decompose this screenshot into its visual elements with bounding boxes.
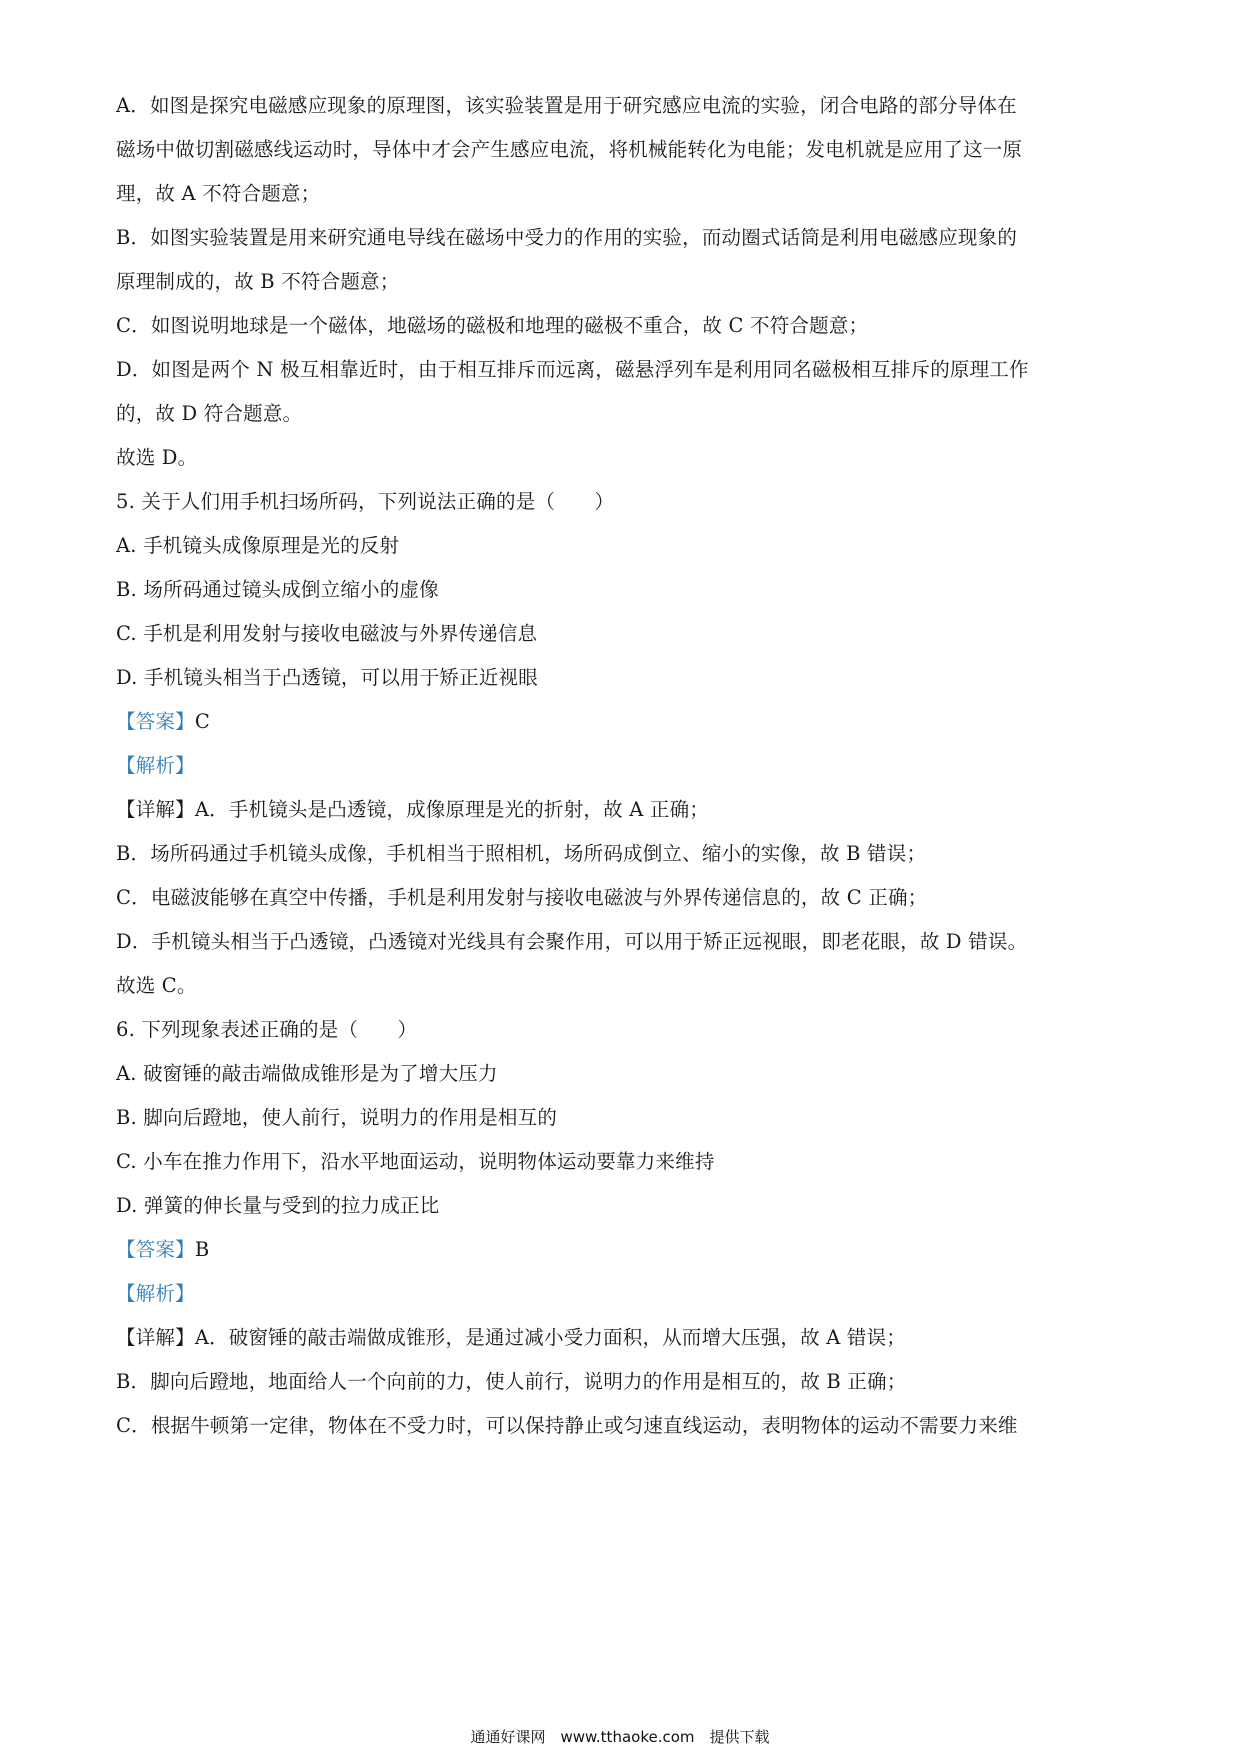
q6-option-b: B. 脚向后蹬地，使人前行，说明力的作用是相互的 bbox=[116, 1106, 558, 1129]
q5-detail-a-text: A．手机镜头是凸透镜，成像原理是光的折射，故 A 正确； bbox=[194, 798, 709, 821]
q6-answer-tag: 【答案】 bbox=[116, 1238, 195, 1261]
q5-stem: 5. 关于人们用手机扫场所码，下列说法正确的是（ ） bbox=[116, 490, 615, 513]
prev-analysis-d-line2: 的，故 D 符合题意。 bbox=[116, 402, 303, 425]
prev-analysis-b-line1: B．如图实验装置是用来研究通电导线在磁场中受力的作用的实验，而动圈式话筒是利用电磁感应现象的 bbox=[116, 226, 1018, 249]
q6-option-d: D. 弹簧的伸长量与受到的拉力成正比 bbox=[116, 1194, 440, 1217]
prev-analysis-a-line1: A．如图是探究电磁感应现象的原理图，该实验装置是用于研究感应电流的实验，闭合电路的部分导体在 bbox=[116, 94, 1017, 117]
q6-detail-tag: 【详解】 bbox=[116, 1326, 195, 1349]
q6-detail-b: B．脚向后蹬地，地面给人一个向前的力，使人前行，说明力的作用是相互的，故 B 正确； bbox=[116, 1370, 907, 1393]
q5-option-d: D. 手机镜头相当于凸透镜，可以用于矫正近视眼 bbox=[116, 666, 538, 689]
q6-detail-c: C．根据牛顿第一定律，物体在不受力时，可以保持静止或匀速直线运动，表明物体的运动不需要力来维 bbox=[116, 1414, 1018, 1437]
q5-answer bbox=[116, 708, 210, 736]
q5-option-c: C. 手机是利用发射与接收电磁波与外界传递信息 bbox=[116, 622, 538, 645]
q6-option-c: C. 小车在推力作用下，沿水平地面运动，说明物体运动要靠力来维持 bbox=[116, 1150, 715, 1173]
q6-answer bbox=[116, 1236, 209, 1264]
q6-detail-a bbox=[116, 1324, 906, 1352]
q5-answer-tag: 【答案】 bbox=[116, 710, 195, 733]
q6-stem: 6. 下列现象表述正确的是（ ） bbox=[116, 1018, 418, 1041]
prev-analysis-c-line1: C．如图说明地球是一个磁体，地磁场的磁极和地理的磁极不重合，故 C 不符合题意； bbox=[116, 314, 869, 337]
q6-analysis-tag: 【解析】 bbox=[116, 1282, 195, 1305]
q6-answer-value: B bbox=[194, 1238, 210, 1261]
prev-analysis-d-line1: D．如图是两个 N 极互相靠近时，由于相互排斥而远离，磁悬浮列车是利用同名磁极相互排斥的原理工作 bbox=[116, 358, 1029, 381]
q5-analysis-tag: 【解析】 bbox=[116, 754, 195, 777]
prev-analysis-a-line3: 理，故 A 不符合题意； bbox=[116, 182, 321, 205]
q6-analysis bbox=[116, 1280, 195, 1308]
q5-option-a: A. 手机镜头成像原理是光的反射 bbox=[116, 534, 400, 557]
q5-option-b: B. 场所码通过镜头成倒立缩小的虚像 bbox=[116, 578, 439, 601]
q5-detail-tag: 【详解】 bbox=[116, 798, 195, 821]
q5-detail-d: D．手机镜头相当于凸透镜，凸透镜对光线具有会聚作用，可以用于矫正远视眼，即老花眼，故 D 错误。 bbox=[116, 930, 1028, 953]
q5-detail-a bbox=[116, 796, 709, 824]
q5-analysis bbox=[116, 752, 195, 780]
q5-conclusion: 故选 C。 bbox=[116, 974, 197, 997]
q6-option-a: A. 破窗锤的敲击端做成锥形是为了增大压力 bbox=[116, 1062, 498, 1085]
prev-analysis-a-line2: 磁场中做切割磁感线运动时，导体中才会产生感应电流，将机械能转化为电能；发电机就是应用了这一原 bbox=[116, 138, 1023, 161]
q5-detail-c: C．电磁波能够在真空中传播，手机是利用发射与接收电磁波与外界传递信息的，故 C 正确； bbox=[116, 886, 928, 909]
page-footer: 通通好课网 www.tthaoke.com 提供下载 bbox=[470, 1728, 770, 1746]
prev-analysis-b-line2: 原理制成的，故 B 不符合题意； bbox=[116, 270, 400, 293]
prev-analysis-conclusion: 故选 D。 bbox=[116, 446, 198, 469]
q5-detail-b: B．场所码通过手机镜头成像，手机相当于照相机，场所码成倒立、缩小的实像，故 B 错误； bbox=[116, 842, 927, 865]
q6-detail-a-text: A．破窗锤的敲击端做成锥形，是通过减小受力面积，从而增大压强，故 A 错误； bbox=[194, 1326, 906, 1349]
q5-answer-value: C bbox=[194, 710, 210, 733]
